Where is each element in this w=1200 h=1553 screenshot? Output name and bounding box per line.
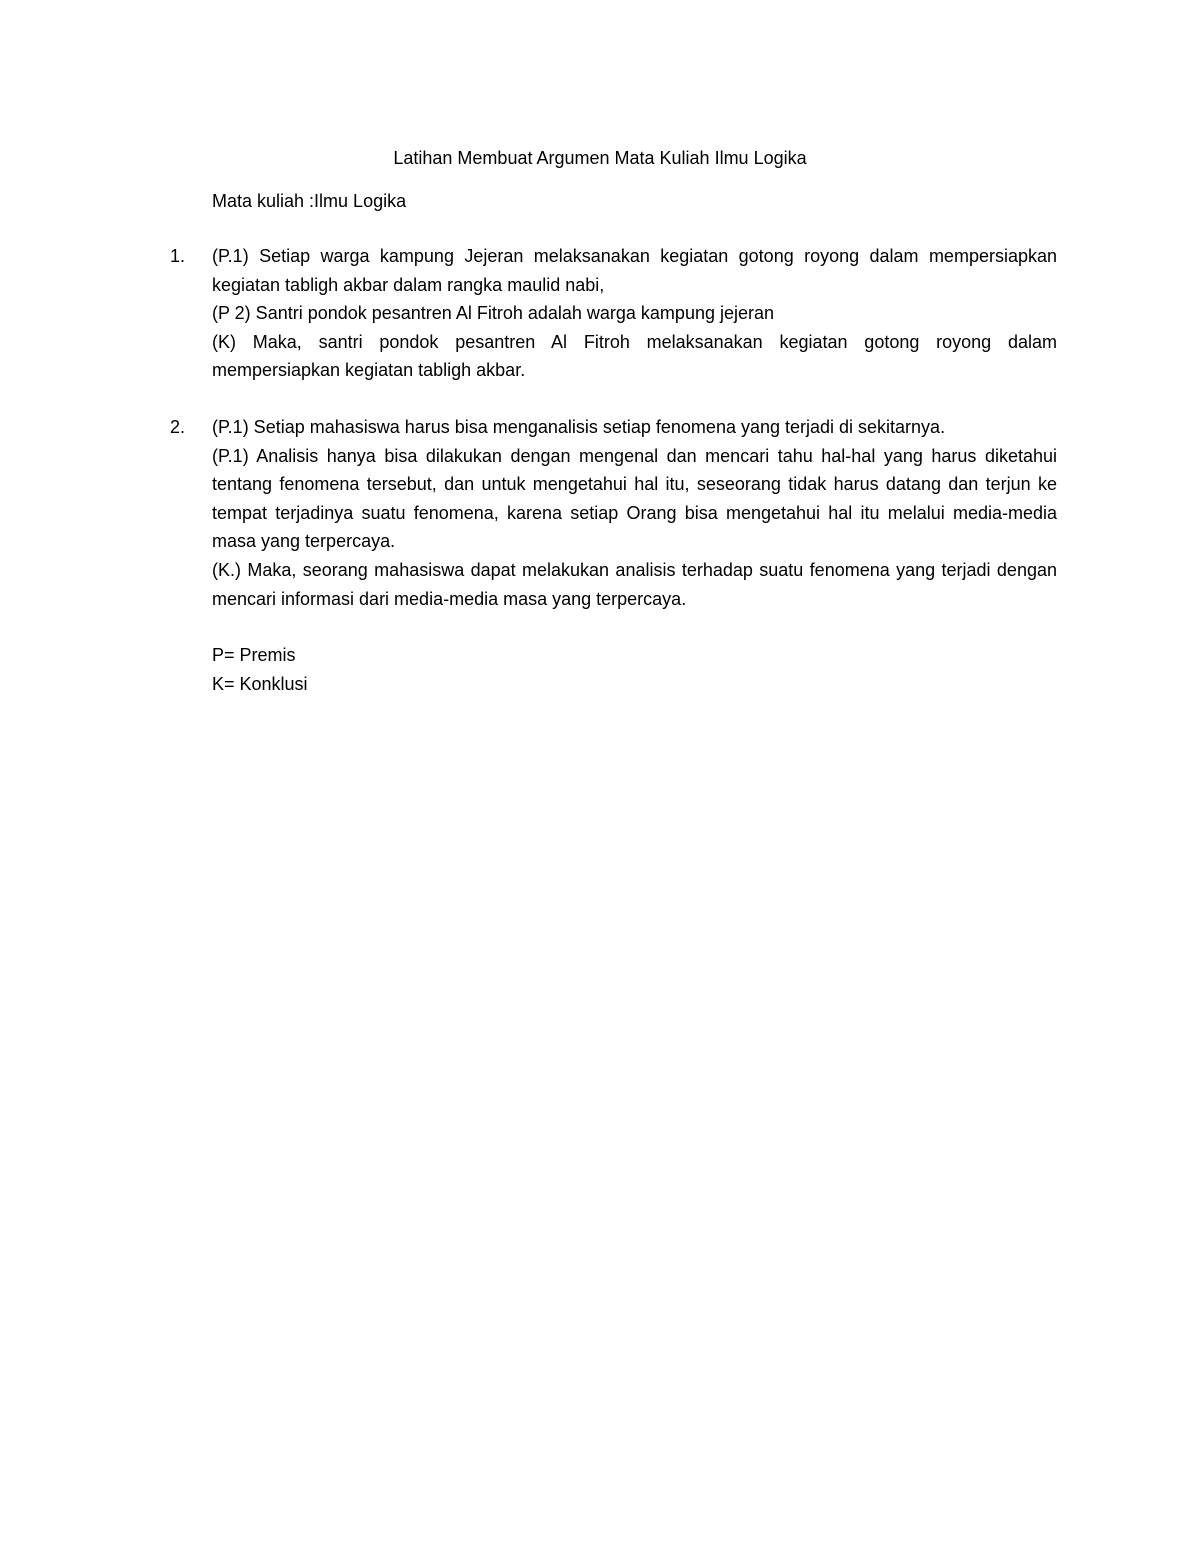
conclusion: (K) Maka, santri pondok pesantren Al Fitroh melaksanakan kegiatan gotong royong dalam mempersiapkan kegiatan tabligh akbar. bbox=[212, 331, 1057, 381]
premise-1: (P.1) Setiap mahasiswa harus bisa menganalisis setiap fenomena yang terjadi di sekitarnya. bbox=[212, 416, 946, 437]
course-label: Mata kuliah :Ilmu Logika bbox=[212, 191, 407, 211]
argument-item-1 bbox=[170, 242, 1057, 385]
legend bbox=[212, 641, 308, 698]
legend-premis: P= Premis bbox=[212, 645, 296, 665]
list-number: 2. bbox=[170, 416, 186, 437]
premise-2: (P 2) Santri pondok pesantren Al Fitroh adalah warga kampung jejeran bbox=[212, 303, 775, 324]
premise-1: (P.1) Setiap warga kampung Jejeran melaksanakan kegiatan gotong royong dalam mempersiapkan kegiatan tabligh akbar dalam rangka maulid nabi, bbox=[212, 246, 1057, 295]
legend-konklusi: K= Konklusi bbox=[212, 673, 308, 694]
list-number: 1. bbox=[170, 246, 186, 266]
document-title: Latihan Membuat Argumen Mata Kuliah Ilmu Logika bbox=[393, 148, 807, 168]
conclusion: (K.) Maka, seorang mahasiswa dapat melakukan analisis terhadap suatu fenomena yang terjadi dengan mencari informasi dari media-media masa yang terpercaya. bbox=[212, 559, 1057, 609]
premise-2: (P.1) Analisis hanya bisa dilakukan dengan mengenal dan mencari tahu hal-hal yang harus diketahui tentang fenomena tersebut, dan untuk mengetahui hal itu, seseorang tidak harus datang dan terjun ke tempat terjadinya suatu fenomena, karena setiap Orang bisa mengetahui hal itu melalui media-media masa yang terpercaya. bbox=[212, 445, 1057, 552]
argument-item-2 bbox=[170, 413, 1057, 613]
argument-list bbox=[170, 242, 1057, 641]
